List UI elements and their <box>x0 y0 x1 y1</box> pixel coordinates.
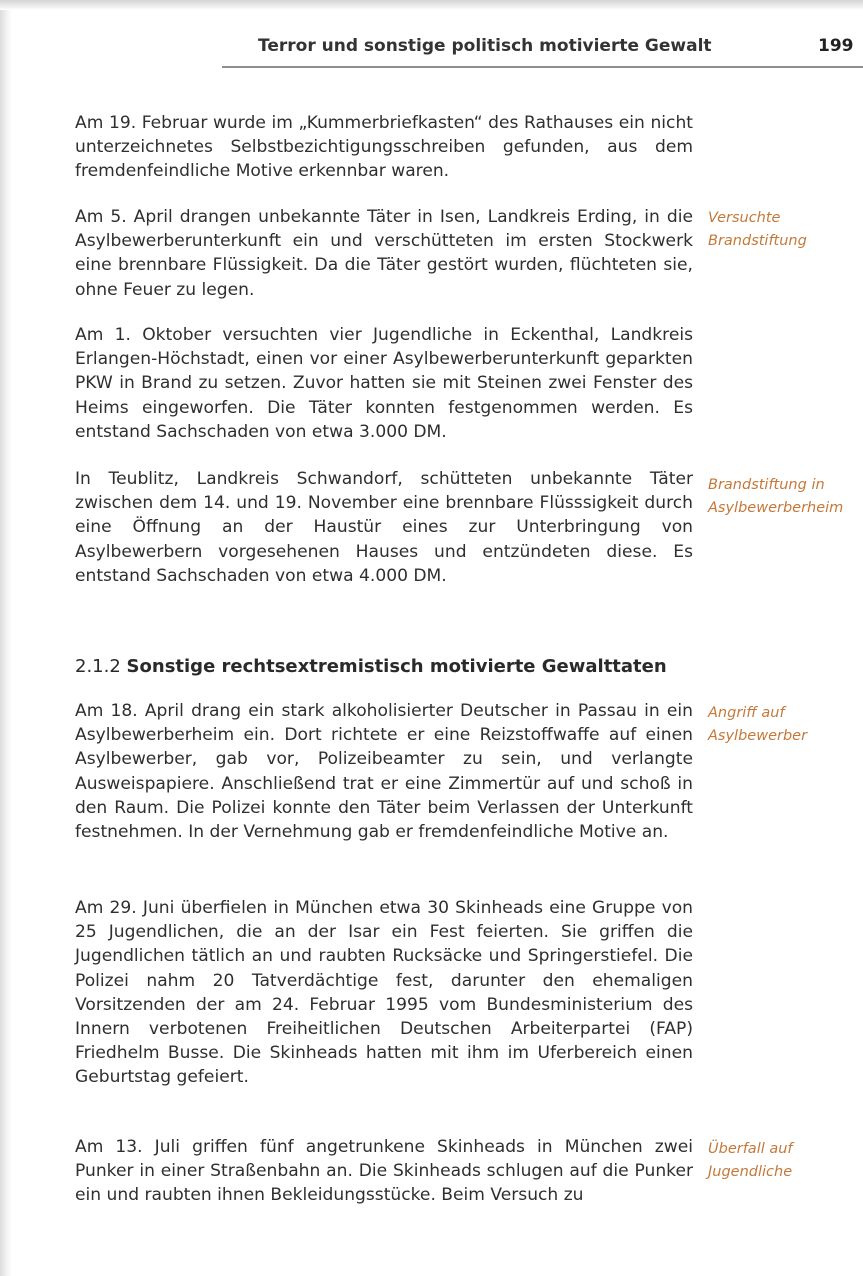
header-rule <box>222 66 863 68</box>
paragraph-kummerbriefkasten: Am 19. Februar wurde im „Kummerbriefkasten“ des Rathauses ein nicht unterzeichnetes Selbstbezichtigungsschreiben gefunden, aus dem fremdenfeindliche Motive erkennbar waren. <box>75 113 693 182</box>
section-number: 2.1.2 <box>75 656 121 677</box>
paragraph-eckenthal: Am 1. Oktober versuchten vier Jugendliche in Eckenthal, Landkreis Erlangen-Höchstadt, einen vor einer Asylbewerberunterkunft geparkten PKW in Brand zu setzen. Zuvor hatten sie mit Steinen zwei Fenster des Heims eingeworfen. Die Täter konnten festgenommen werden. Es entstand Sachschaden von etwa 3.000 DM. <box>75 325 693 442</box>
margin-note-angriff-asylbewerber: Angriff auf Asylbewerber <box>708 705 808 744</box>
margin-note-brandstiftung-asylbewerberheim: Brandstiftung in Asylbewerberheim <box>708 477 844 516</box>
paragraph-teublitz: In Teublitz, Landkreis Schwandorf, schütteten unbekannte Täter zwischen dem 14. und 19. November eine brennbare Flüsssigkeit durch eine Öffnung an der Haustür eines zur Unterbringung von Asylbewerbern vorgesehenen Hauses und entzündeten diese. Es entstand Sachschaden von etwa 4.000 DM. <box>75 469 693 586</box>
running-header-title: Terror und sonstige politisch motivierte Gewalt <box>258 36 712 56</box>
paragraph-muenchen-isar: Am 29. Juni überfielen in München etwa 30 Skinheads eine Gruppe von 25 Jugendlichen, die an der Isar ein Fest feierten. Sie griffen die Jugendlichen tätlich an und raubten Rucksäcke und Springerstiefel. Die Polizei nahm 20 Tatverdächtige fest, darunter den ehemaligen Vorsitzenden der am 24. Februar 1995 vom Bundesministerium des Innern verbotenen Freiheitlichen Deutschen Arbeiterpartei (FAP) Friedhelm Busse. Die Skinheads hatten mit ihm im Uferbereich einen Geburtstag gefeiert. <box>75 898 693 1088</box>
paragraph-isen: Am 5. April drangen unbekannte Täter in Isen, Landkreis Erding, in die Asylbewerberunterkunft ein und verschütteten im ersten Stockwerk eine brennbare Flüssigkeit. Da die Täter gestört wurden, flüchteten sie, ohne Feuer zu legen. <box>75 207 693 300</box>
page-number: 199 <box>818 36 854 56</box>
section-heading <box>75 656 667 677</box>
margin-note-ueberfall-jugendliche: Überfall auf Jugendliche <box>708 1141 793 1180</box>
section-title: Sonstige rechtsextremistisch motivierte Gewalttaten <box>126 656 667 677</box>
margin-note-versuchte-brandstiftung: Versuchte Brandstiftung <box>708 210 807 249</box>
page-top-edge-shadow <box>0 0 863 10</box>
paragraph-muenchen-strassenbahn: Am 13. Juli griffen fünf angetrunkene Skinheads in München zwei Punker in einer Straßenbahn an. Die Skinheads schlugen auf die Punker ein und raubten ihnen Bekleidungsstücke. Beim Versuch zu <box>75 1137 693 1206</box>
paragraph-passau: Am 18. April drang ein stark alkoholisierter Deutscher in Passau in ein Asylbewerberheim ein. Dort richtete er eine Reizstoffwaffe auf einen Asylbewerber, gab vor, Polizeibeamter zu sein, und verlangte Ausweispapiere. Anschließend trat er eine Zimmertür auf und schoß in den Raum. Die Polizei konnte den Täter beim Verlassen der Unterkunft festnehmen. In der Vernehmung gab er fremdenfeindliche Motive an. <box>75 701 693 843</box>
page-left-edge-shadow <box>0 0 12 1276</box>
